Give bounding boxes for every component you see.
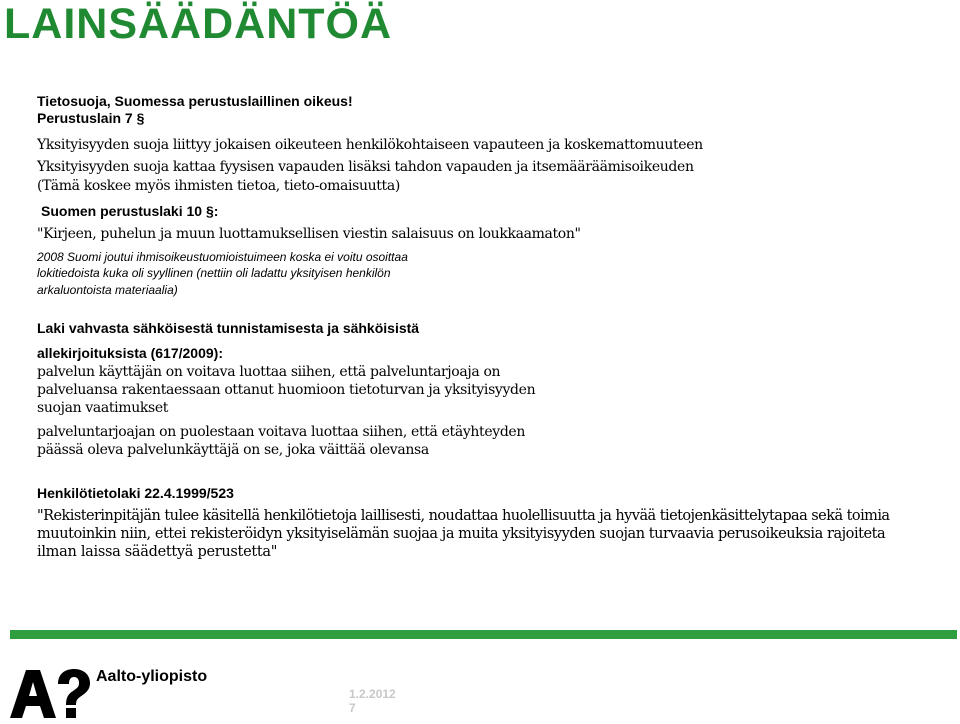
section3-para1-line: suojan vaatimukset	[37, 400, 169, 416]
footer-date: 1.2.2012	[349, 687, 396, 701]
section2-note-line: lokitiedoista kuka oli syyllinen (nettiin oli ladattu yksityisen henkilön	[37, 266, 391, 280]
section1-heading: Tietosuoja, Suomessa perustuslaillinen oikeus!	[37, 93, 353, 109]
section4-quote-line: "Rekisterinpitäjän tulee käsitellä henkilötietoja laillisesti, noudattaa huolellisuutta ja hyvää tietojenkäsittelytapaa sekä toimia	[37, 508, 890, 524]
section3-para2-line: palveluntarjoajan on puolestaan voitava luottaa siihen, että etäyhteyden	[37, 424, 526, 440]
section2-note-line: 2008 Suomi joutui ihmisoikeustuomioistuimeen koska ei voitu osoittaa	[37, 250, 408, 264]
section3-heading-line: Laki vahvasta sähköisestä tunnistamisesta ja sähköisistä	[37, 320, 420, 336]
section1-line: Yksityisyyden suoja kattaa fyysisen vapauden lisäksi tahdon vapauden ja itsemääräämisoikeuden	[37, 159, 694, 175]
section1-line: (Tämä koskee myös ihmisten tietoa, tieto-omaisuutta)	[37, 178, 400, 194]
section3-para1-line: palveluansa rakentaessaan ottanut huomioon tietoturvan ja yksityisyyden	[37, 382, 536, 398]
footer-rule	[10, 630, 957, 639]
section2-quote: "Kirjeen, puhelun ja muun luottamuksellisen viestin salaisuus on loukkaamaton"	[37, 226, 581, 242]
section2-note-line: arkaluontoista materiaalia)	[37, 283, 178, 297]
page-title: LAINSÄÄDÄNTÖÄ	[4, 0, 393, 48]
section3-para1-line: palvelun käyttäjän on voitava luottaa siihen, että palveluntarjoaja on	[37, 364, 501, 380]
section3-heading-line: allekirjoituksista (617/2009):	[37, 345, 223, 361]
section4-quote-line: ilman laissa säädettyä perustetta"	[37, 544, 278, 560]
section3-para2-line: päässä oleva palvelunkäyttäjä on se, joka väittää olevansa	[37, 442, 429, 458]
aalto-logo-text: Aalto-yliopisto	[96, 668, 208, 685]
aalto-logo-icon	[10, 668, 92, 720]
section4-quote-line: muutoinkin niin, ettei rekisteröidyn yksityiselämän suojaa ja muita yksityisyyden suojan turvaavia perusoikeuksia rajoiteta	[37, 526, 886, 542]
footer-page-number: 7	[349, 701, 356, 715]
section4-heading: Henkilötietolaki 22.4.1999/523	[37, 485, 234, 501]
section1-line: Yksityisyyden suoja liittyy jokaisen oikeuteen henkilökohtaiseen vapauteen ja koskemattomuuteen	[37, 137, 703, 153]
section1-subheading: Perustuslain 7 §	[37, 110, 145, 126]
section2-heading: Suomen perustuslaki 10 §:	[41, 203, 219, 219]
